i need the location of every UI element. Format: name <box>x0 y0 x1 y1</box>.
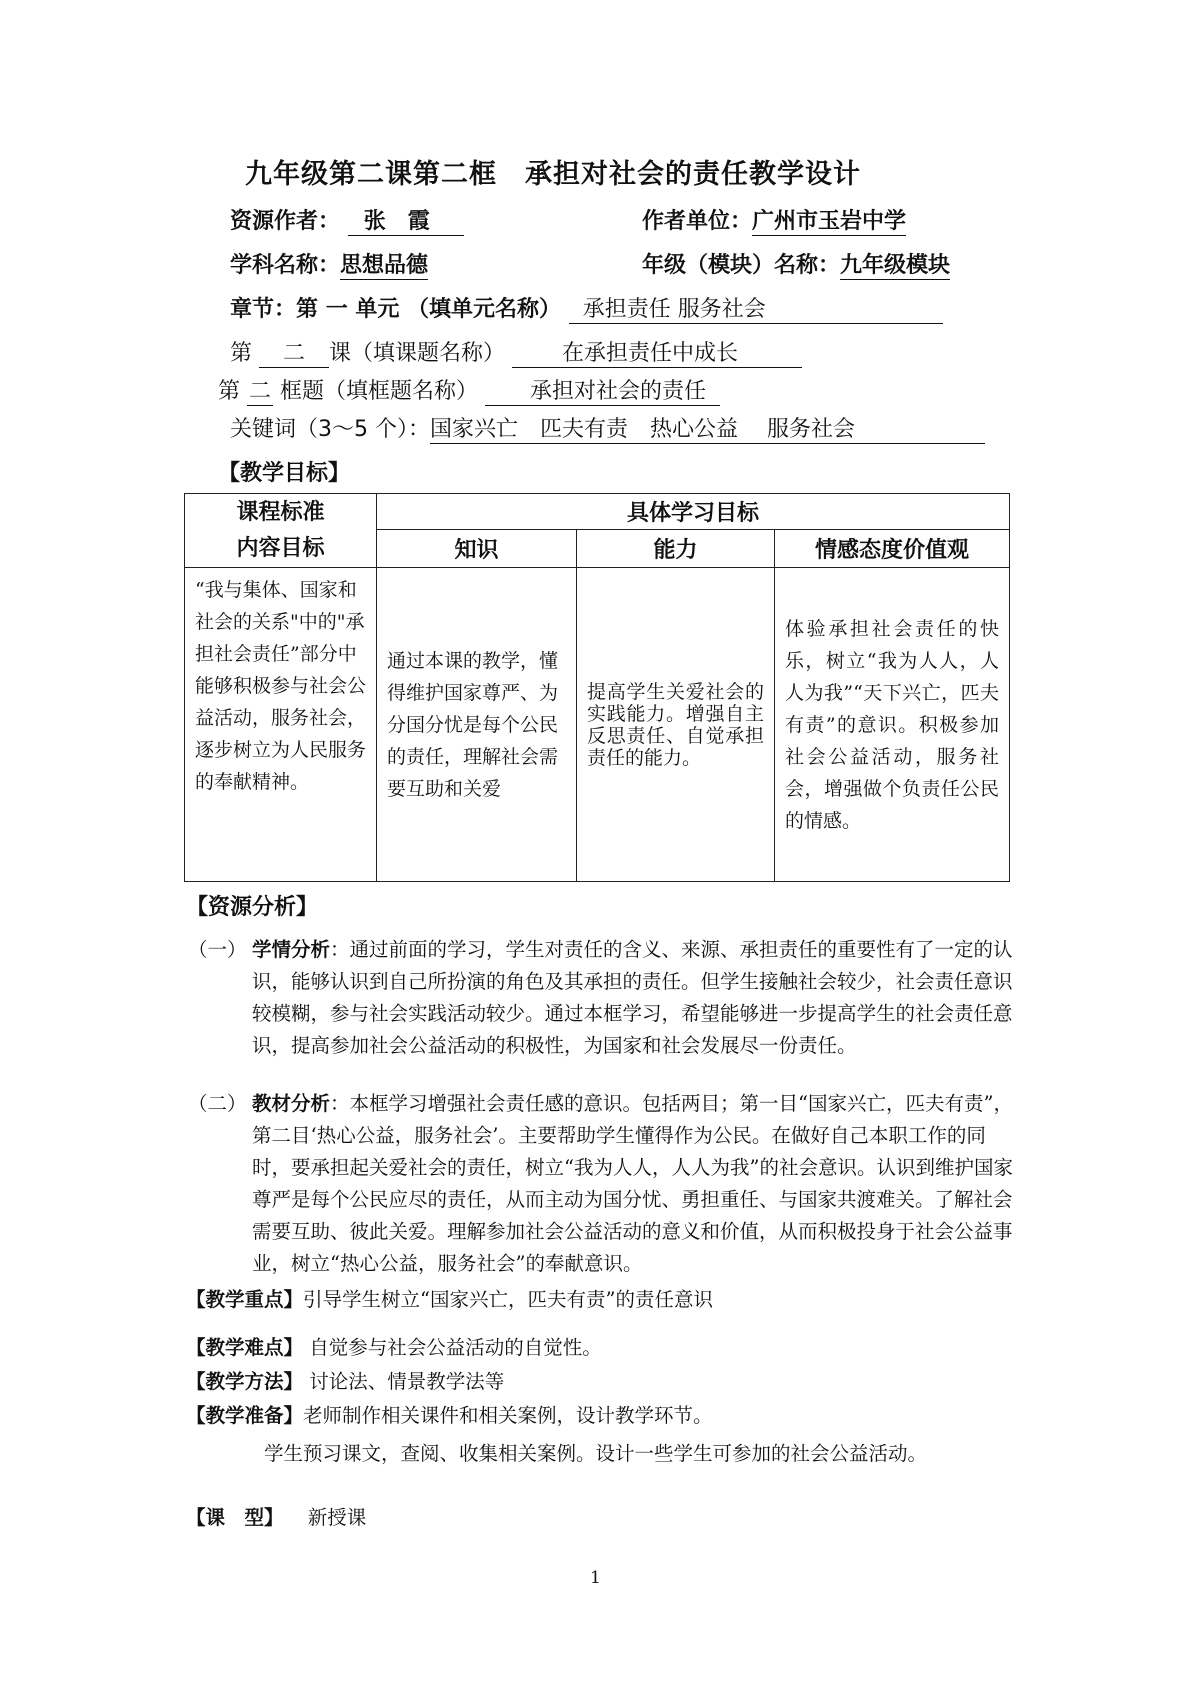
keywords-label: 关键词（3～5 个）： <box>230 417 430 442</box>
lesson-mid: 课（填课题名称） <box>329 341 506 366</box>
lesson-row <box>230 336 802 368</box>
frame-row <box>218 374 720 406</box>
header-knowledge: 知识 <box>377 530 577 568</box>
difficulty-row <box>186 1332 602 1360</box>
chapter-row <box>230 292 943 324</box>
chapter-name: 承担责任 服务社会 <box>569 292 943 324</box>
paragraph-1-number: （一） <box>188 938 247 961</box>
page-number: 1 <box>590 1568 601 1588</box>
difficulty-label: 【教学难点】 <box>186 1336 304 1359</box>
prep-row-2: 学生预习课文，查阅、收集相关案例。设计一些学生可参加的社会公益活动。 <box>264 1442 928 1465</box>
analysis-heading: 【资源分析】 <box>186 895 319 920</box>
paragraph-2-number: （二） <box>188 1092 247 1115</box>
document-title: 九年级第二课第二框 承担对社会的责任教学设计 <box>245 159 861 190</box>
lesson-number: 二 <box>259 336 329 368</box>
chapter-number: 一 <box>325 297 348 322</box>
method-row <box>186 1366 504 1394</box>
header-emotion: 情感态度价值观 <box>775 530 1010 568</box>
frame-name: 承担对社会的责任 <box>485 374 720 406</box>
chapter-mid: 单元 （填单元名称） <box>355 297 562 322</box>
unit-row <box>642 204 906 236</box>
cell-ability: 提高学生关爱社会的实践能力。增强自主反思责任、自觉承担责任的能力。 <box>577 568 775 882</box>
grade-row <box>642 248 950 280</box>
prep-text: 老师制作相关课件和相关案例，设计教学环节。 <box>303 1404 713 1427</box>
frame-mid: 框题（填框题名称） <box>280 379 479 404</box>
cell-knowledge: 通过本课的教学，懂得维护国家尊严、为分国分忧是每个公民的责任，理解社会需要互助和关爱 <box>377 568 577 882</box>
focus-row <box>186 1284 713 1312</box>
teaching-goals-table <box>184 493 1010 882</box>
subject-label: 学科名称： <box>230 253 341 278</box>
paragraph-2-label: 教材分析 <box>252 1092 331 1115</box>
paragraph-2-body <box>252 1088 1022 1280</box>
chapter-prefix: 章节：第 <box>230 297 319 322</box>
header-ability: 能力 <box>577 530 775 568</box>
frame-prefix: 第 <box>218 379 241 404</box>
header-standard-line1: 课程标准 <box>236 499 325 525</box>
unit-label: 作者单位： <box>642 209 753 234</box>
type-text: 新授课 <box>307 1506 367 1529</box>
paragraph-1-body <box>252 934 1022 1062</box>
header-standard <box>185 494 377 568</box>
analysis-paragraph-2 <box>188 1088 1018 1288</box>
cell-emotion: 体验承担社会责任的快乐，树立“我为人人，人人为我”“天下兴亡，匹夫有责”的意识。积极参加社会公益活动，服务社会，增强做个负责任公民的情感。 <box>775 568 1010 882</box>
paragraph-1-label: 学情分析 <box>252 938 331 961</box>
subject-row <box>230 248 428 280</box>
method-label: 【教学方法】 <box>186 1370 304 1393</box>
focus-label: 【教学重点】 <box>186 1288 304 1311</box>
grade-label: 年级（模块）名称： <box>642 253 841 278</box>
type-row <box>186 1502 366 1530</box>
paragraph-2-text: ：本框学习增强社会责任感的意识。包括两目；第一目“国家兴亡，匹夫有责”，第二目‘热心公益，服务社会’。主要帮助学生懂得作为公民。在做好自己本职工作的同时，要承担起关爱社会的责任，树立“我为人人，人人为我”的社会意识。认识到维护国家尊严是每个公民应尽的责任，从而主动为国分忧、勇担重任、与国家共渡难关。了解社会需要互助、彼此关爱。理解参加社会公益活动的意义和价值，从而积极投身于社会公益事业，树立“热心公益，服务社会”的奉献意识。 <box>252 1092 1013 1275</box>
header-standard-line2: 内容目标 <box>236 535 325 561</box>
keywords-row <box>230 412 985 444</box>
paragraph-1-text: ：通过前面的学习，学生对责任的含义、来源、承担责任的重要性有了一定的认识，能够认识到自己所扮演的角色及其承担的责任。但学生接触社会较少，社会责任意识较模糊，参与社会实践活动较少。通过本框学习，希望能够进一步提高学生的社会责任意识，提高参加社会公益活动的积极性，为国家和社会发展尽一份责任。 <box>252 938 1013 1057</box>
difficulty-text: 自觉参与社会公益活动的自觉性。 <box>309 1336 602 1359</box>
author-row <box>230 204 464 236</box>
prep-row <box>186 1400 713 1428</box>
cell-standard: “我与集体、国家和社会的关系"中的"承担社会责任”部分中能够积极参与社会公益活动，服务社会，逐步树立为人民服务的奉献精神。 <box>185 568 377 882</box>
analysis-paragraph-1 <box>188 934 1018 1100</box>
lesson-name: 在承担责任中成长 <box>512 336 802 368</box>
type-label: 【课 型】 <box>186 1506 284 1529</box>
subject-value: 思想品德 <box>340 248 428 280</box>
goals-heading: 【教学目标】 <box>218 461 351 486</box>
frame-number: 二 <box>247 374 273 406</box>
keywords-value: 国家兴亡 匹夫有责 热心公益 服务社会 <box>430 412 985 444</box>
author-value: 张 霞 <box>348 204 464 236</box>
author-label: 资源作者： <box>230 209 341 234</box>
lesson-prefix: 第 <box>230 341 253 366</box>
focus-text: 引导学生树立“国家兴亡，匹夫有责”的责任意识 <box>303 1288 713 1311</box>
method-text: 讨论法、情景教学法等 <box>309 1370 505 1393</box>
unit-value: 广州市玉岩中学 <box>752 204 906 236</box>
header-specific-goals: 具体学习目标 <box>377 494 1010 530</box>
prep-label: 【教学准备】 <box>186 1404 304 1427</box>
grade-value: 九年级模块 <box>840 248 950 280</box>
